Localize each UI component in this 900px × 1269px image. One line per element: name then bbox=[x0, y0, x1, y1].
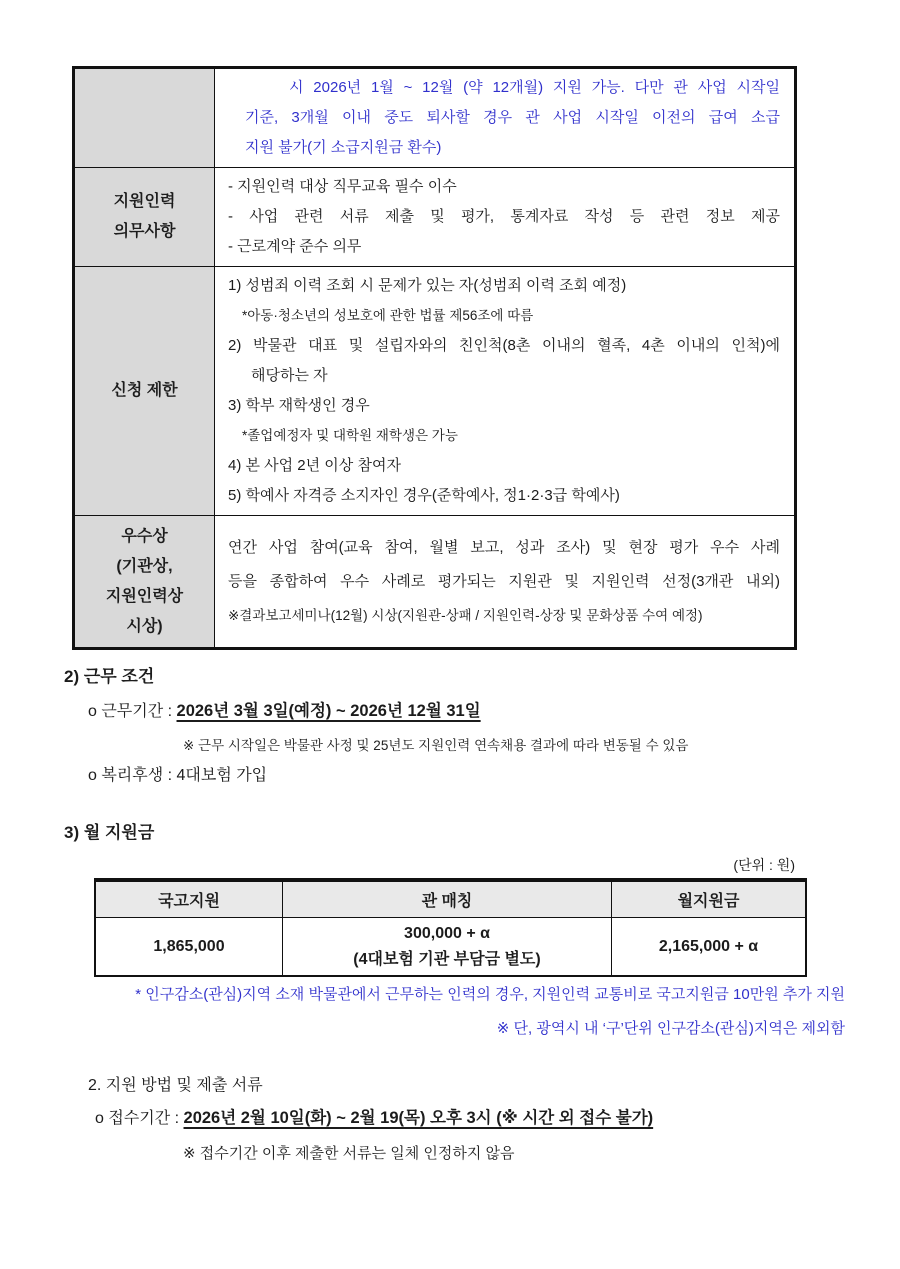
apply-section-title: 2. 지원 방법 및 제출 서류 bbox=[88, 1077, 263, 1094]
duty-item: - 근로계약 준수 의무 bbox=[228, 238, 362, 255]
apply-period-value: 2026년 2월 10일(화) ~ 2월 19(목) 오후 3시 (※ 시간 외 접수 불가) bbox=[183, 1109, 654, 1127]
restriction-item: 5) 학예사 자격증 소지자인 경우(준학예사, 정1·2·3급 학예사) bbox=[228, 487, 620, 504]
award-note: ※결과보고세미나(12월) 시상(지원관-상패 / 지원인력-상장 및 문화상품 수여 예정) bbox=[228, 607, 703, 623]
support-period-cell bbox=[215, 68, 796, 168]
row-header-awards bbox=[74, 516, 215, 649]
program-overview-table bbox=[72, 66, 797, 650]
restriction-item: 3) 학부 재학생인 경우 bbox=[228, 397, 370, 414]
row-header-duties bbox=[74, 168, 215, 267]
monthly-amount-cell: 2,165,000 + α bbox=[612, 918, 807, 977]
support-period-line: 지원 불가(기 소급지원금 환수) bbox=[245, 139, 442, 156]
work-conditions-title: 2) 근무 조건 bbox=[64, 667, 155, 686]
restriction-subnote: *졸업예정자 및 대학원 재학생은 가능 bbox=[242, 428, 458, 443]
restrictions-cell bbox=[215, 267, 796, 516]
match-amount-line: 300,000 + α bbox=[404, 924, 490, 942]
work-period-line bbox=[88, 697, 481, 721]
work-period-note: ※ 근무 시작일은 박물관 사정 및 25년도 지원인력 연속채용 결과에 따라 변동될 수 있음 bbox=[183, 738, 689, 753]
restriction-item: 2) 박물관 대표 및 설립자와의 친인척(8촌 이내의 혈족, 4촌 이내의 인척)에 bbox=[228, 337, 780, 354]
duty-item: - 지원인력 대상 직무교육 필수 이수 bbox=[228, 178, 457, 195]
match-amount-note: (4대보험 기관 부담금 별도) bbox=[353, 950, 541, 968]
monthly-fund-title: 3) 월 지원금 bbox=[64, 823, 155, 842]
work-period-label: o 근무기간 : bbox=[88, 703, 177, 720]
restriction-item: 1) 성범죄 이력 조회 시 문제가 있는 자(성범죄 이력 조회 예정) bbox=[228, 277, 627, 294]
awards-cell bbox=[215, 516, 796, 649]
row-header-line: 의무사항 bbox=[113, 223, 176, 240]
fund-blue-notes bbox=[45, 978, 845, 1046]
work-period-value: 2026년 3월 3일(예정) ~ 2026년 12월 31일 bbox=[176, 702, 481, 720]
monthly-fund-table bbox=[94, 878, 807, 977]
unit-label: (단위 : 원) bbox=[733, 857, 795, 873]
row-header-line: 지원인력상 bbox=[105, 587, 184, 605]
col-header-monthly: 월지원금 bbox=[612, 880, 807, 918]
row-header-line: 지원인력 bbox=[113, 193, 176, 210]
apply-period-note: ※ 접수기간 이후 제출한 서류는 일체 인정하지 않음 bbox=[183, 1145, 515, 1162]
support-period-line: 시 2026년 1월 ~ 12월 (약 12개월) 지원 가능. 다만 관 사업 시작일 bbox=[289, 79, 780, 96]
table-row-restrictions bbox=[74, 267, 796, 516]
restriction-item-continued: 해당하는 자 bbox=[251, 367, 328, 384]
table-row-duties bbox=[74, 168, 796, 267]
row-header-empty bbox=[74, 68, 215, 168]
duty-item: - 사업 관련 서류 제출 및 평가, 통계자료 작성 등 관련 정보 제공 bbox=[228, 208, 780, 225]
restriction-item: 4) 본 사업 2년 이상 참여자 bbox=[228, 457, 401, 474]
table-row-awards bbox=[74, 516, 796, 649]
duties-cell bbox=[215, 168, 796, 267]
row-header-restrictions bbox=[74, 267, 215, 516]
gov-amount-cell: 1,865,000 bbox=[95, 918, 283, 977]
fund-blue-note: * 인구감소(관심)지역 소재 박물관에서 근무하는 인력의 경우, 지원인력 교통비로 국고지원금 10만원 추가 지원 bbox=[135, 986, 845, 1003]
fund-table-value-row bbox=[95, 918, 806, 977]
apply-period-line bbox=[95, 1104, 653, 1128]
table-row-support-period bbox=[74, 68, 796, 168]
row-header-line: 시상) bbox=[126, 617, 163, 635]
row-header-line: 신청 제한 bbox=[111, 382, 178, 399]
apply-period-label: o 접수기간 : bbox=[95, 1110, 184, 1127]
fund-blue-note: ※ 단, 광역시 내 ‘구’단위 인구감소(관심)지역은 제외함 bbox=[496, 1020, 845, 1037]
fund-table-header-row bbox=[95, 880, 806, 918]
col-header-match: 관 매칭 bbox=[283, 880, 612, 918]
support-period-line: 기준, 3개월 이내 중도 퇴사할 경우 관 사업 시작일 이전의 급여 소급 bbox=[245, 109, 780, 126]
welfare-line: o 복리후생 : 4대보험 가입 bbox=[88, 767, 268, 784]
award-text: 등을 종합하여 우수 사례로 평가되는 지원관 및 지원인력 선정(3개관 내외) bbox=[228, 572, 780, 590]
restriction-subnote: *아동·청소년의 성보호에 관한 법률 제56조에 따름 bbox=[242, 308, 534, 323]
col-header-gov: 국고지원 bbox=[95, 880, 283, 918]
row-header-line: 우수상 bbox=[121, 527, 168, 545]
match-amount-cell bbox=[283, 918, 612, 977]
row-header-line: (기관상, bbox=[116, 557, 173, 575]
award-text: 연간 사업 참여(교육 참여, 월별 보고, 성과 조사) 및 현장 평가 우수 사례 bbox=[228, 538, 780, 556]
